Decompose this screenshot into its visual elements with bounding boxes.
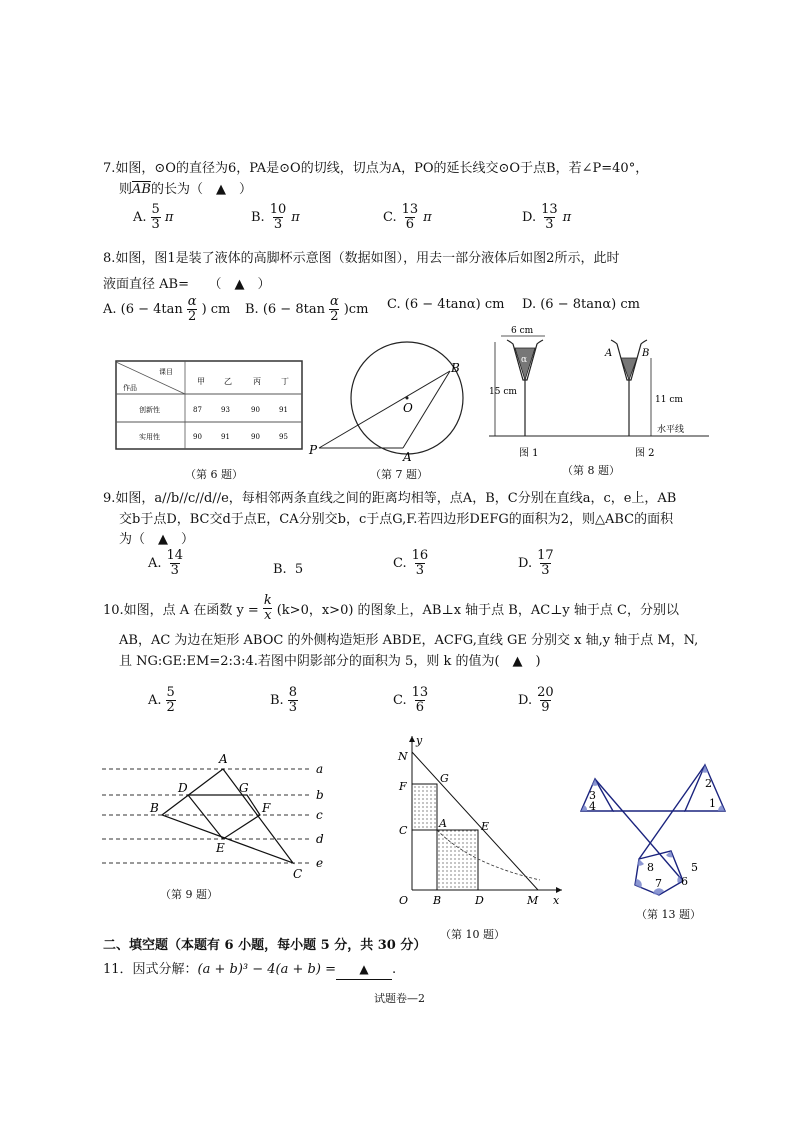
label-fig2: 图 2 bbox=[635, 448, 655, 459]
line-b-label: b bbox=[316, 788, 324, 802]
q7-line2: 则$\overline{AB}$的长为（ ▲ ） bbox=[119, 182, 252, 197]
q7-option-d[interactable]: D. $\frac{13}{3}$ π bbox=[522, 202, 572, 232]
q10-option-a[interactable]: A. $\frac{5}{2}$ bbox=[148, 685, 175, 715]
figure-10-coordinate-plane bbox=[390, 730, 575, 908]
rect-acfg bbox=[412, 784, 437, 830]
label-a: A bbox=[605, 348, 613, 359]
point-o: O bbox=[399, 894, 409, 907]
label-ground: 水平线 bbox=[657, 425, 685, 435]
axis-y: y bbox=[416, 734, 423, 747]
q8-option-d[interactable]: D. (6 − 8tanα) cm bbox=[522, 297, 640, 312]
point-n: N bbox=[398, 750, 408, 763]
point-m: M bbox=[527, 894, 539, 907]
q8-option-a[interactable]: A. (6 − 4tan $\frac{\alpha}{2}$ ) cm bbox=[103, 294, 231, 324]
label-o: O bbox=[403, 401, 413, 415]
rect-abde bbox=[437, 830, 478, 890]
crossing-line-2 bbox=[639, 765, 705, 859]
caption-fig9: （第 9 题） bbox=[160, 888, 218, 901]
line-a-label: a bbox=[316, 762, 324, 776]
point-d: D bbox=[475, 894, 484, 907]
figure-7-circle bbox=[305, 330, 475, 465]
point-a: A bbox=[219, 752, 228, 766]
q9-line2: 交b于点D，BC交d于点E，CA分别交b，c于点G,F.若四边形DEFG的面积为2，则△ABC的面积 bbox=[119, 512, 674, 527]
point-a: A bbox=[439, 817, 447, 830]
label-p: P bbox=[309, 443, 318, 457]
q7-option-b[interactable]: B. $\frac{10}{3}$ π bbox=[251, 202, 300, 232]
q8-option-c[interactable]: C. (6 − 4tanα) cm bbox=[387, 297, 505, 312]
table-row-1-label: 创新性 bbox=[139, 406, 160, 414]
angle-1: 1 bbox=[709, 797, 716, 810]
point-b: B bbox=[150, 801, 159, 815]
line-pb bbox=[319, 371, 450, 448]
label-fig1: 图 1 bbox=[519, 448, 539, 459]
arc-ab: $\overline{AB}$ bbox=[132, 182, 151, 197]
q7-line1: 7.如图，⊙O的直径为6，PA是⊙O的切线，切点为A，PO的延长线交⊙O于点B，若∠P=40°， bbox=[103, 161, 649, 176]
angle-7: 7 bbox=[655, 877, 662, 890]
caption-fig13: （第 13 题） bbox=[636, 908, 701, 921]
q7-option-a[interactable]: A. $\frac{5}{3}$ π bbox=[133, 202, 174, 232]
label-15cm: 15 cm bbox=[489, 387, 517, 397]
table-cell: 90 bbox=[251, 433, 260, 441]
table-header-3: 丙 bbox=[253, 377, 261, 386]
q9-option-c[interactable]: C. $\frac{16}{3}$ bbox=[393, 548, 429, 578]
q9-option-d[interactable]: D. $\frac{17}{3}$ bbox=[518, 548, 554, 578]
q10-line3: 且 NG:GE:EM=2:3:4.若图中阴影部分的面积为 5，则 k 的值为( ▲ ) bbox=[119, 654, 541, 669]
angle-2: 2 bbox=[705, 777, 712, 790]
q8-line1: 8.如图，图1是装了液体的高脚杯示意图（数据如图），用去一部分液体后如图2所示，此时 bbox=[103, 251, 620, 266]
axis-x: x bbox=[553, 894, 560, 907]
point-c: C bbox=[293, 867, 303, 881]
table-corner-top: 课目 bbox=[159, 368, 173, 376]
angle-8: 8 bbox=[647, 861, 654, 874]
line-d-label: d bbox=[316, 832, 324, 846]
line-e-label: e bbox=[316, 856, 324, 870]
angle-5: 5 bbox=[691, 861, 698, 874]
q8-option-b[interactable]: B. (6 − 8tan $\frac{\alpha}{2}$ )cm bbox=[245, 294, 369, 324]
q11-line: 11．因式分解：(a + b)³ − 4(a + b) = ▲ . bbox=[103, 960, 396, 980]
caption-fig10: （第 10 题） bbox=[440, 928, 505, 941]
caption-fig7: （第 7 题） bbox=[370, 468, 428, 481]
point-g: G bbox=[440, 772, 449, 785]
q9-option-b[interactable]: B. 5 bbox=[273, 562, 304, 577]
table-cell: 90 bbox=[251, 406, 260, 414]
table-cell: 91 bbox=[221, 433, 230, 441]
label-b: B bbox=[642, 348, 650, 359]
q10-option-b[interactable]: B. $\frac{8}{3}$ bbox=[270, 685, 297, 715]
point-d: D bbox=[178, 781, 188, 795]
table-header-2: 乙 bbox=[224, 377, 232, 386]
table-corner-bottom: 作品 bbox=[123, 384, 137, 392]
label-alpha: α bbox=[521, 355, 528, 365]
angle-6: 6 bbox=[681, 875, 688, 888]
table-cell: 95 bbox=[279, 433, 288, 441]
label-b: B bbox=[451, 361, 460, 375]
q9-line3: 为（ ▲ ） bbox=[119, 532, 194, 547]
caption-fig6: （第 6 题） bbox=[185, 468, 243, 481]
angle-4: 4 bbox=[589, 800, 596, 813]
page-footer: 试题卷—2 bbox=[374, 992, 425, 1005]
point-b: B bbox=[433, 894, 442, 907]
angle-3: 3 bbox=[589, 789, 596, 802]
label-a: A bbox=[403, 450, 412, 464]
q10-option-d[interactable]: D. $\frac{20}{9}$ bbox=[518, 685, 554, 715]
point-f: F bbox=[262, 801, 271, 815]
label-6cm: 6 cm bbox=[511, 326, 534, 336]
table-header-1: 甲 bbox=[197, 377, 205, 386]
figure-9-parallel-lines bbox=[100, 750, 340, 885]
q10-option-c[interactable]: C. $\frac{13}{6}$ bbox=[393, 685, 429, 715]
answer-blank[interactable]: ▲ bbox=[336, 960, 392, 980]
q7-option-c[interactable]: C. $\frac{13}{6}$ π bbox=[383, 202, 432, 232]
point-e: E bbox=[481, 820, 490, 833]
label-11cm: 11 cm bbox=[655, 395, 683, 405]
figure-13-shapes bbox=[575, 755, 735, 905]
caption-fig8: （第 8 题） bbox=[562, 464, 620, 477]
q10-line2: AB，AC 为边在矩形 ABOC 的外侧构造矩形 ABDE，ACFG,直线 GE 分别交 x 轴,y 轴于点 M，N, bbox=[119, 633, 699, 648]
table-row-2-label: 实用性 bbox=[139, 433, 160, 441]
point-f: F bbox=[399, 780, 407, 793]
point-e: E bbox=[216, 841, 225, 855]
table-header-4: 丁 bbox=[281, 377, 289, 386]
line-c-label: c bbox=[316, 808, 323, 822]
quad-defg bbox=[188, 795, 260, 839]
q9-line1: 9.如图，a//b//c//d//e，每相邻两条直线之间的距离均相等，点A，B，C分别在直线a，c，e上，AB bbox=[103, 491, 677, 506]
figure-6-table bbox=[115, 360, 305, 452]
point-c: C bbox=[399, 824, 408, 837]
section-2-heading: 二、填空题（本题有 6 小题，每小题 5 分，共 30 分） bbox=[103, 938, 427, 953]
table-cell: 87 bbox=[193, 406, 202, 414]
figure-8-goblets bbox=[485, 322, 715, 467]
table-cell: 91 bbox=[279, 406, 288, 414]
table-cell: 93 bbox=[221, 406, 230, 414]
point-g: G bbox=[239, 781, 249, 795]
q10-line1: 10.如图，点 A 在函数 y = $\frac{k}{x}$ (k>0，x>0) 的图象上，AB⊥x 轴于点 B，AC⊥y 轴于点 C，分别以 bbox=[103, 593, 679, 623]
q8-line2: 液面直径 AB= （ ▲ ） bbox=[103, 277, 271, 292]
crossing-line-1 bbox=[595, 779, 683, 881]
table-cell: 90 bbox=[193, 433, 202, 441]
q9-option-a[interactable]: A. $\frac{14}{3}$ bbox=[148, 548, 184, 578]
